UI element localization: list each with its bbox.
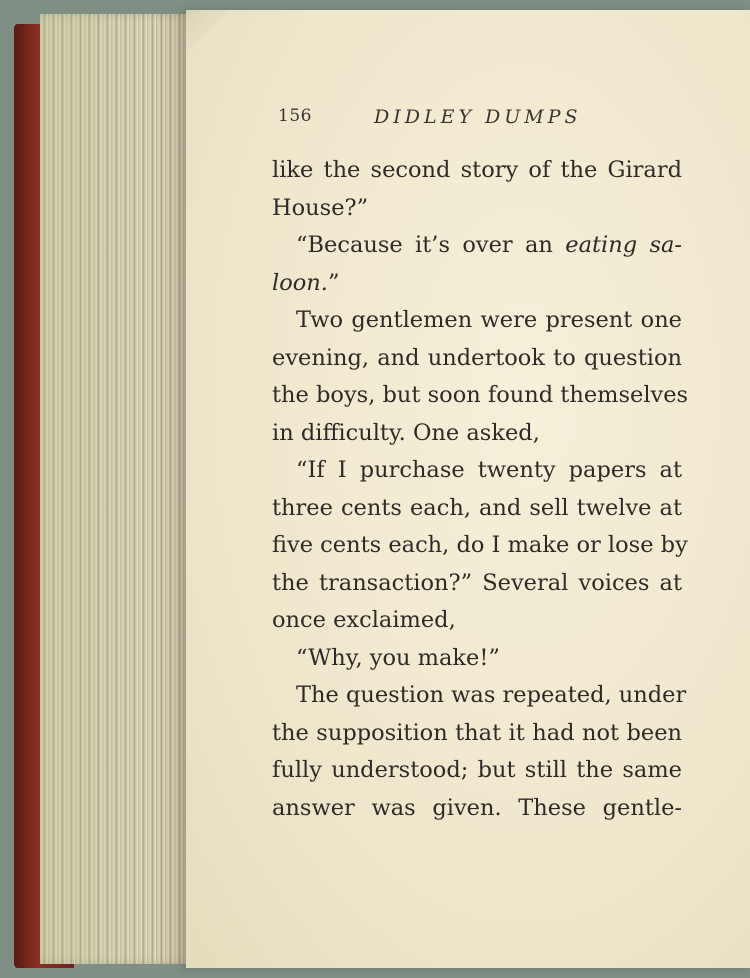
text-line: in difficulty. One asked, — [272, 419, 540, 446]
text-line: answer was given. These gentle- — [272, 794, 682, 821]
text-line: evening, and undertook to question — [272, 344, 682, 371]
running-head — [278, 106, 698, 136]
text-line: like the second story of the Girard — [272, 157, 682, 183]
paragraph — [272, 677, 687, 827]
text-line: five cents each, do I make or lose by — [272, 532, 688, 558]
text-line: the transaction?” Several voices at — [272, 569, 682, 596]
page-number: 156 — [278, 106, 312, 126]
paragraph — [272, 302, 689, 452]
text-line: once exclaimed, — [272, 607, 456, 633]
page-edges — [40, 14, 200, 964]
body-text — [272, 152, 689, 827]
text-line: fully understood; but still the same — [272, 757, 682, 783]
text-line: “Why, you make!” — [296, 644, 500, 671]
paragraph — [272, 152, 682, 227]
text-line: three cents each, and sell twelve at — [272, 494, 682, 521]
paragraph — [272, 640, 682, 678]
italic-text: eating sa- — [565, 232, 683, 258]
italic-text: loon. — [272, 269, 328, 296]
text-line: House?” — [272, 194, 369, 221]
paragraph — [272, 452, 688, 640]
running-title: DIDLEY DUMPS — [374, 106, 582, 128]
text-line: “If I purchase twenty papers at — [296, 457, 682, 483]
text-line: the boys, but soon found themselves — [272, 382, 689, 408]
paragraph — [272, 227, 682, 302]
text-line: “Because it’s over an eating sa- — [296, 232, 683, 258]
text-line: the supposition that it had not been — [272, 719, 682, 746]
text-line: The question was repeated, under — [296, 682, 687, 708]
book-page — [186, 10, 750, 968]
text-line: loon.” — [272, 269, 340, 296]
text-line: Two gentlemen were present one — [296, 307, 682, 333]
